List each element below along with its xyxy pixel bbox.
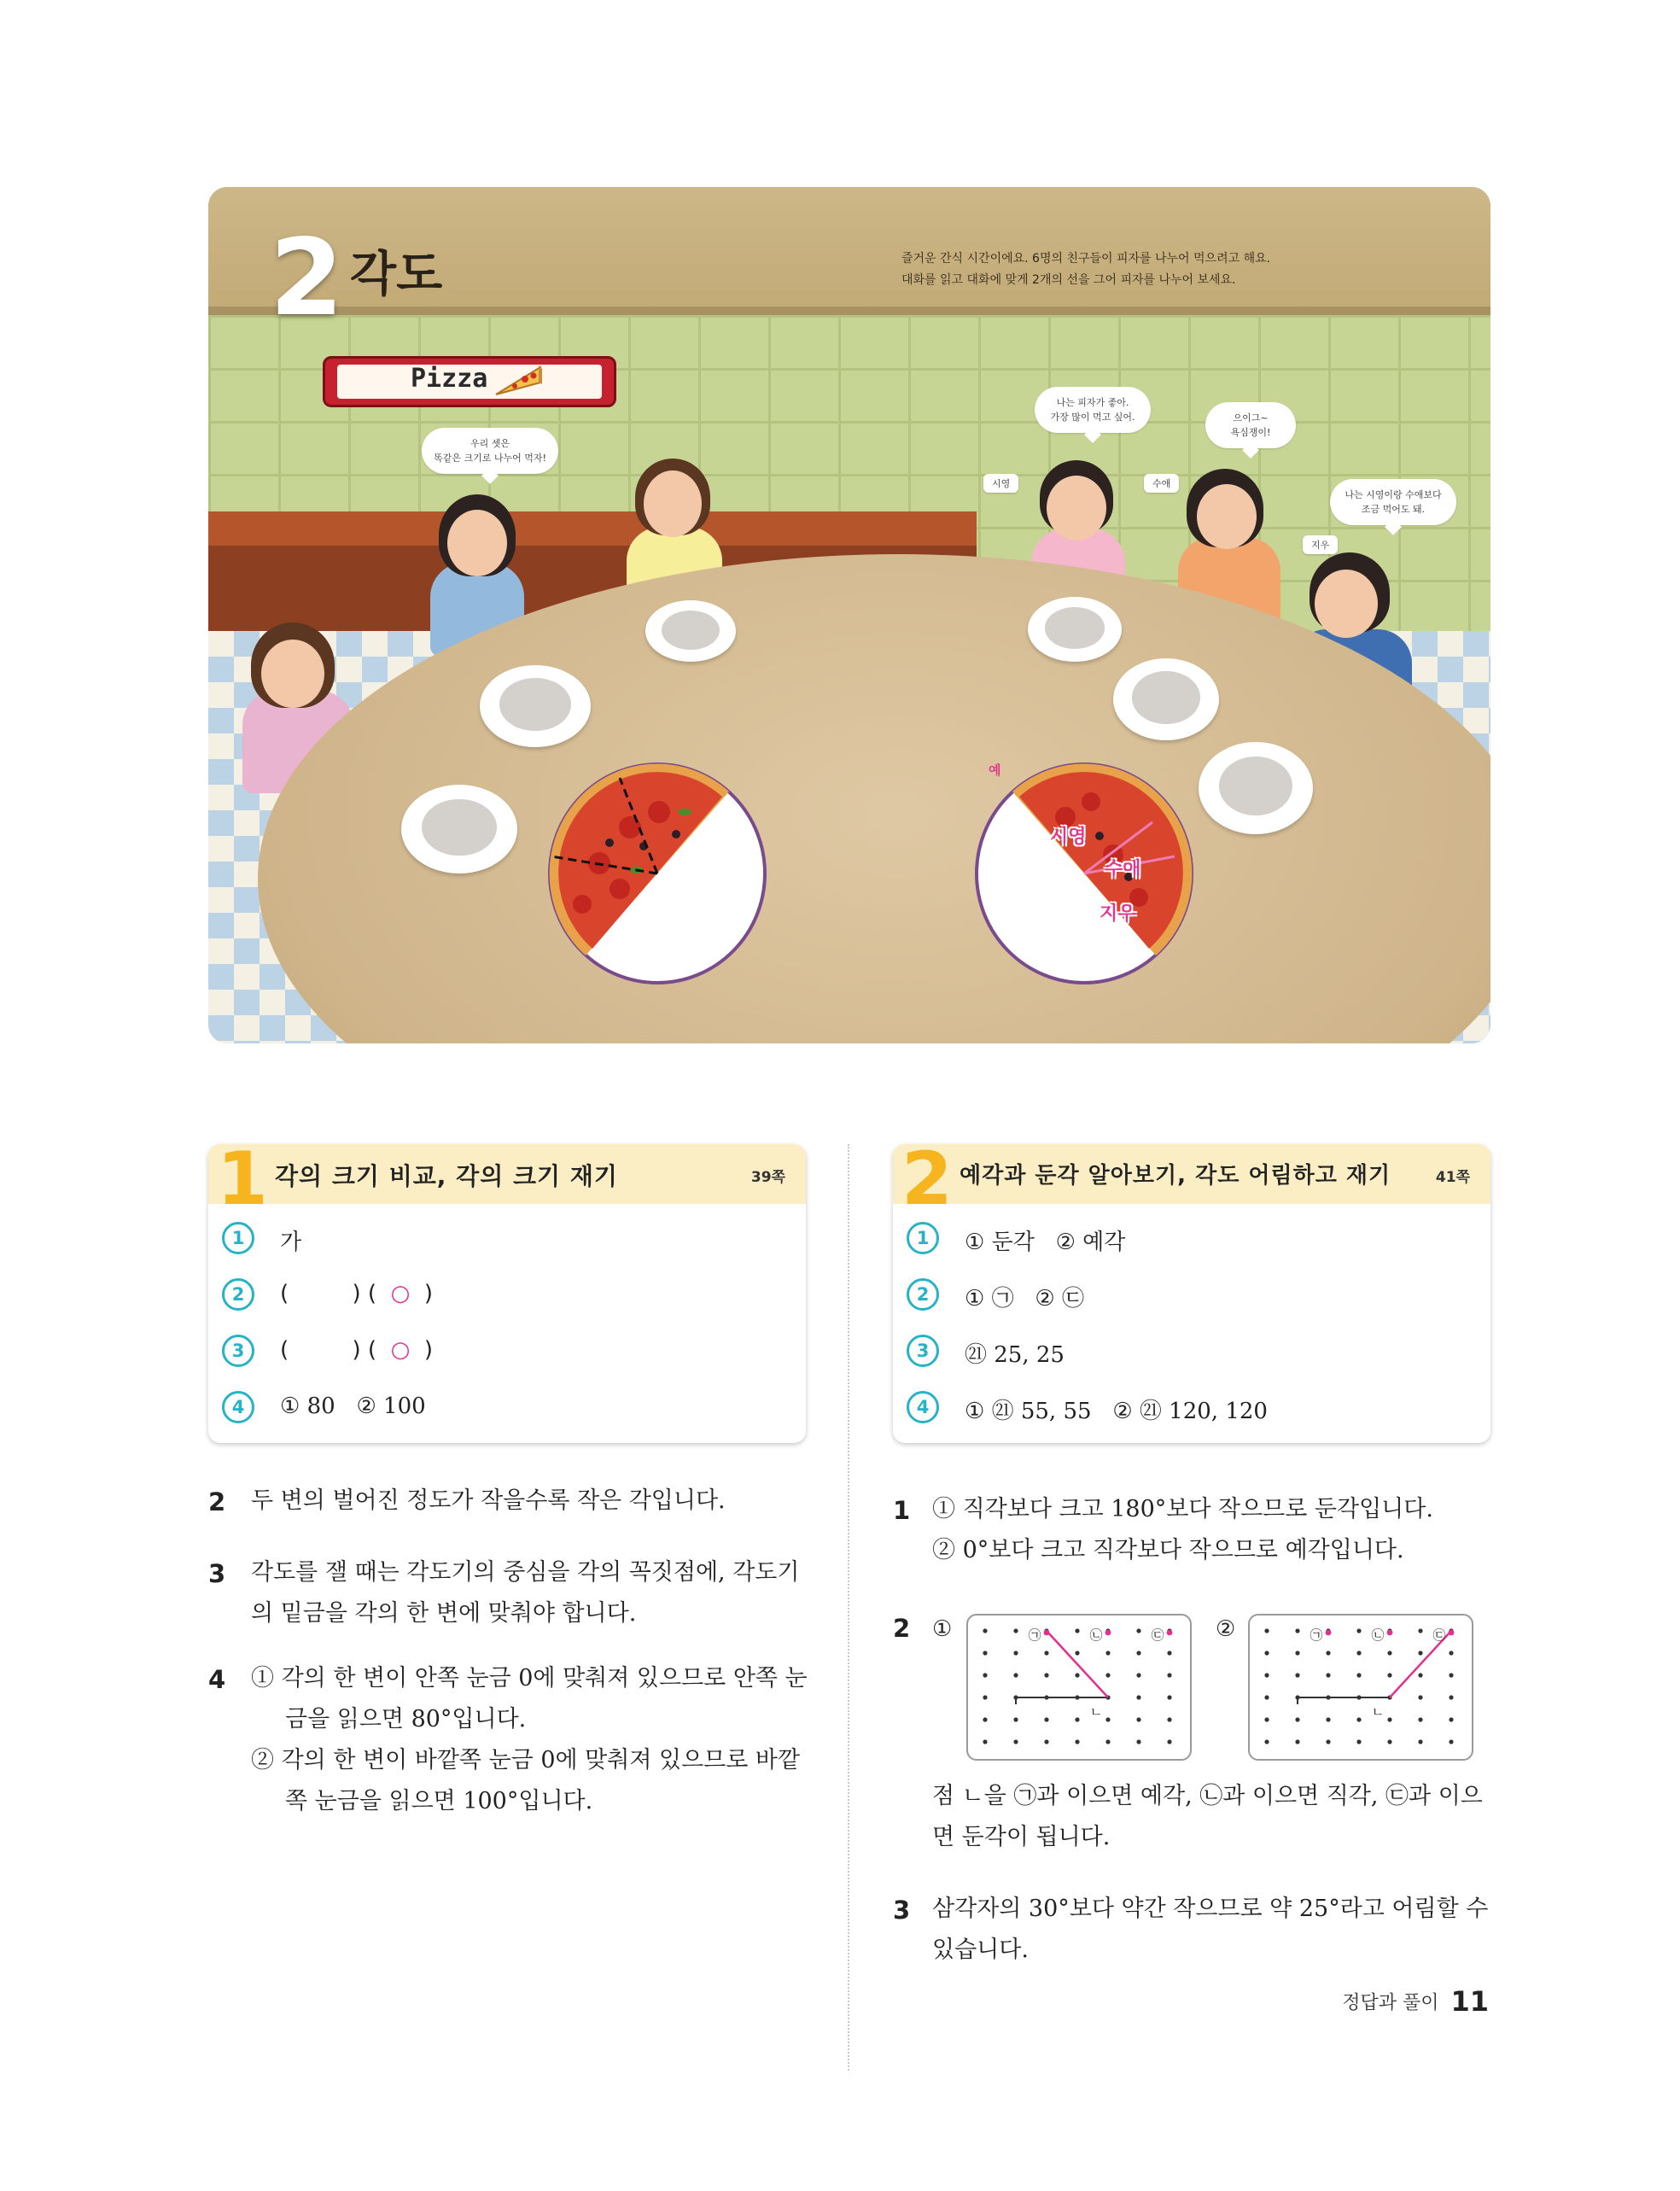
answer-text: ① 80 ② 100: [280, 1393, 426, 1419]
grid-dot: [1449, 1651, 1453, 1655]
grid-dot: [1013, 1628, 1018, 1633]
speech-bubble-suae: 으이그~ 욕심쟁이!: [1205, 402, 1296, 448]
answer-number-badge: 1: [222, 1222, 254, 1254]
pizza-slice-icon: [493, 362, 544, 398]
grid-dot: [983, 1717, 987, 1721]
explanation-text: 두 변의 벌어진 정도가 작을수록 작은 각입니다.: [251, 1487, 726, 1514]
name-tag-jiu: 지우: [1303, 535, 1338, 554]
grid-dot: [1013, 1717, 1018, 1721]
chapter-number: 2: [270, 217, 344, 340]
answer-text: 가: [280, 1230, 302, 1255]
grid-dot: [1075, 1717, 1079, 1721]
pizza-label-suae: 수애: [1105, 859, 1141, 880]
explanation-number: 2: [893, 1614, 911, 1643]
grid-dot: [1136, 1651, 1140, 1655]
grid-dot: [1136, 1628, 1140, 1633]
grid-dot: [983, 1628, 987, 1633]
grid-dot: [1356, 1628, 1361, 1633]
grid-dot: [1167, 1651, 1171, 1655]
grid-dot: [1167, 1673, 1171, 1677]
name-tag-siyeong: 시영: [983, 474, 1018, 493]
chapter-title: 각도: [350, 247, 443, 302]
answer-box-header: [208, 1144, 806, 1222]
answer-number-badge: 1: [907, 1222, 939, 1254]
page-footer: [1342, 1985, 1489, 2018]
pizza-sign-text: Pizza: [411, 364, 488, 394]
grid-dot: [1418, 1717, 1422, 1721]
section-number: 2: [901, 1144, 953, 1222]
section-title: 각의 크기 비교, 각의 크기 재기: [275, 1162, 618, 1190]
grid-dot: [1264, 1628, 1269, 1633]
plate: [401, 785, 517, 873]
answer-number-badge: 4: [907, 1391, 939, 1423]
explanation-number: 4: [208, 1665, 226, 1694]
grid-dot: [1264, 1695, 1269, 1699]
grid-dot: [1044, 1673, 1048, 1677]
answer-box-section-1: [208, 1144, 806, 1443]
dot-grid-figure-2: [1248, 1614, 1473, 1761]
explanation-text: 점 ㄴ을 ㉠과 이으면 예각, ㉡과 이으면 직각, ㉢과 이으 면 둔각이 됩니다.: [932, 1783, 1483, 1850]
grid-dot: [1387, 1651, 1391, 1655]
pizza-right: [954, 761, 1202, 990]
grid-dot: [1136, 1695, 1140, 1699]
dot-grid-figure-1: [966, 1614, 1192, 1761]
grid-dot: [1295, 1717, 1299, 1721]
answer-row: [893, 1265, 1490, 1322]
grid-dot: [1044, 1717, 1048, 1721]
grid-dot: [1356, 1739, 1361, 1744]
grid-dot: [1044, 1739, 1048, 1744]
grid-dot: [1387, 1717, 1391, 1721]
answer-box-header: [893, 1144, 1490, 1222]
answer-row: [208, 1322, 806, 1378]
grid-dot: [1326, 1739, 1330, 1744]
grid-dot: [1075, 1651, 1079, 1655]
answer-row: [208, 1378, 806, 1434]
grid-dot: [1013, 1739, 1018, 1744]
grid-dot: [1387, 1673, 1391, 1677]
grid-dot: [1418, 1739, 1422, 1744]
grid-point-marker: [1387, 1630, 1393, 1636]
answer-text: ㉑ 25, 25: [965, 1342, 1065, 1368]
grid-dot: [1326, 1717, 1330, 1721]
grid-dot: [1356, 1673, 1361, 1677]
grid-dot: [983, 1673, 987, 1677]
explanation-text: 삼각자의 30°보다 약간 작으므로 약 25°라고 어림할 수 있습니다.: [932, 1896, 1489, 1963]
speech-bubble-jiu: 나는 시영이랑 수애보다 조금 먹어도 돼.: [1330, 479, 1456, 525]
grid-dot: [1167, 1717, 1171, 1721]
plate: [480, 665, 591, 747]
figure-label: ②: [1216, 1616, 1236, 1642]
column-divider: [848, 1144, 849, 2071]
answer-box-section-2: [893, 1144, 1490, 1443]
section-page-ref: 41쪽: [1435, 1169, 1470, 1186]
grid-point-label: ㉠: [1310, 1627, 1323, 1643]
explanation-text: 각도를 잴 때는 각도기의 중심을 각의 꼭짓점에, 각도기 의 밑금을 각의 한 변에 맞춰야 합니다.: [251, 1559, 800, 1627]
grid-dot: [1075, 1628, 1079, 1633]
grid-dot: [1356, 1717, 1361, 1721]
pizza-left: [548, 761, 787, 990]
grid-dot: [1449, 1673, 1453, 1677]
grid-dot: [983, 1695, 987, 1699]
explanation-text: ① 직각보다 크고 180°보다 작으므로 둔각입니다. ② 0°보다 크고 직각보다 작으므로 예각입니다.: [932, 1496, 1433, 1563]
grid-point-marker: [1044, 1630, 1050, 1636]
answer-number-badge: 2: [907, 1278, 939, 1311]
plate: [1028, 597, 1122, 662]
grid-dot: [1075, 1739, 1079, 1744]
grid-dot: [1264, 1739, 1269, 1744]
grid-point-label: ㉠: [1028, 1627, 1041, 1643]
pizza-label-jiu: 지우: [1100, 903, 1136, 925]
grid-dot: [1418, 1673, 1422, 1677]
kitchen-counter-top: [208, 511, 977, 546]
grid-dot: [1136, 1717, 1140, 1721]
explanation-number: 2: [208, 1487, 226, 1516]
pizza-label-siyeong: 시영: [1050, 827, 1087, 848]
plate: [1113, 658, 1219, 740]
grid-dot: [1326, 1673, 1330, 1677]
grid-dot: [1136, 1739, 1140, 1744]
grid-dot: [1449, 1739, 1453, 1744]
grid-point-label: ㉢: [1432, 1627, 1446, 1643]
page-number: 11: [1450, 1985, 1489, 2018]
footer-label: 정답과 풀이: [1342, 1992, 1439, 2014]
answer-circle-mark: ○: [390, 1337, 411, 1363]
grid-dot: [1418, 1651, 1422, 1655]
explanation-number: 1: [893, 1496, 911, 1525]
grid-dot: [1356, 1651, 1361, 1655]
grid-dot: [1418, 1628, 1422, 1633]
answer-text: ① ㉠ ② ㉢: [965, 1286, 1084, 1312]
explanation-text: ① 각의 한 변이 안쪽 눈금 0에 맞춰져 있으므로 안쪽 눈 금을 읽으면 80°입니다. ② 각의 한 변이 바깥쪽 눈금 0에 맞춰져 있으므로 바깥 쪽 눈금을 읽으면 100°입니다.: [251, 1665, 808, 1814]
grid-dot: [1044, 1651, 1048, 1655]
answer-text: ① ㉑ 55, 55 ② ㉑ 120, 120: [965, 1399, 1268, 1424]
grid-point-label: ㉡: [1089, 1627, 1103, 1643]
grid-point-marker: [1449, 1630, 1455, 1636]
answer-row: [893, 1378, 1490, 1434]
answer-number-badge: 4: [222, 1391, 254, 1423]
answer-row: [893, 1322, 1490, 1378]
grid-dot: [1264, 1717, 1269, 1721]
grid-dot: [1105, 1739, 1110, 1744]
answer-row: [893, 1209, 1490, 1265]
vertex-label: ㄴ: [1371, 1704, 1385, 1720]
grid-dot: [1449, 1717, 1453, 1721]
answer-row: [208, 1209, 806, 1265]
answer-text: ( ) ( ○ ): [280, 1281, 433, 1306]
grid-dot: [1295, 1651, 1299, 1655]
grid-dot: [1013, 1673, 1018, 1677]
plate: [1199, 742, 1313, 834]
explanation-number: 3: [208, 1559, 226, 1588]
answer-row: [208, 1265, 806, 1322]
grid-dot: [1418, 1695, 1422, 1699]
answer-number-badge: 2: [222, 1278, 254, 1311]
grid-dot: [1295, 1628, 1299, 1633]
example-mark: 예: [989, 762, 1001, 778]
grid-dot: [1326, 1651, 1330, 1655]
section-number: 1: [217, 1144, 268, 1222]
grid-point-marker: [1326, 1630, 1332, 1636]
answer-circle-mark: ○: [390, 1281, 411, 1306]
chapter-intro-line: 즐거운 간식 시간이에요. 6명의 친구들이 피자를 나누어 먹으려고 해요.: [901, 252, 1271, 266]
grid-dot: [1075, 1673, 1079, 1677]
speech-bubble-left: 우리 셋은 똑같은 크기로 나누어 먹자!: [422, 428, 558, 474]
grid-point-marker: [1105, 1630, 1111, 1636]
grid-dot: [1264, 1673, 1269, 1677]
name-tag-suae: 수애: [1144, 474, 1179, 493]
grid-dot: [1136, 1673, 1140, 1677]
grid-point-label: ㉢: [1151, 1627, 1164, 1643]
grid-dot: [983, 1739, 987, 1744]
grid-dot: [1105, 1673, 1110, 1677]
plate: [645, 600, 736, 662]
grid-dot: [1295, 1673, 1299, 1677]
section-page-ref: 39쪽: [750, 1169, 785, 1186]
grid-dot: [1295, 1739, 1299, 1744]
vertex-label: ㄴ: [1089, 1704, 1103, 1720]
answer-number-badge: 3: [222, 1335, 254, 1367]
chapter-intro: [901, 248, 1311, 291]
grid-dot: [983, 1651, 987, 1655]
grid-dot: [1013, 1651, 1018, 1655]
explanation-number: 3: [893, 1896, 911, 1925]
chapter-intro-line: 대화를 읽고 대화에 맞게 2개의 선을 그어 피자를 나누어 보세요.: [901, 273, 1236, 287]
section-title: 예각과 둔각 알아보기, 각도 어림하고 재기: [960, 1163, 1391, 1189]
grid-dot: [1105, 1651, 1110, 1655]
grid-dot: [1387, 1739, 1391, 1744]
pizza-sign: [323, 356, 616, 407]
grid-point-label: ㉡: [1371, 1627, 1385, 1643]
grid-dot: [1264, 1651, 1269, 1655]
speech-bubble-siyeong: 나는 피자가 좋아. 가장 많이 먹고 싶어.: [1035, 387, 1151, 433]
grid-point-marker: [1167, 1630, 1173, 1636]
grid-dot: [1167, 1739, 1171, 1744]
grid-dot: [1449, 1695, 1453, 1699]
figure-label: ①: [932, 1616, 953, 1642]
answer-number-badge: 3: [907, 1335, 939, 1367]
answer-text: ( ) ( ○ ): [280, 1337, 433, 1363]
grid-dot: [1167, 1695, 1171, 1699]
answer-text: ① 둔각 ② 예각: [965, 1230, 1126, 1255]
grid-dot: [1105, 1717, 1110, 1721]
chapter-illustration: [208, 187, 1490, 1043]
